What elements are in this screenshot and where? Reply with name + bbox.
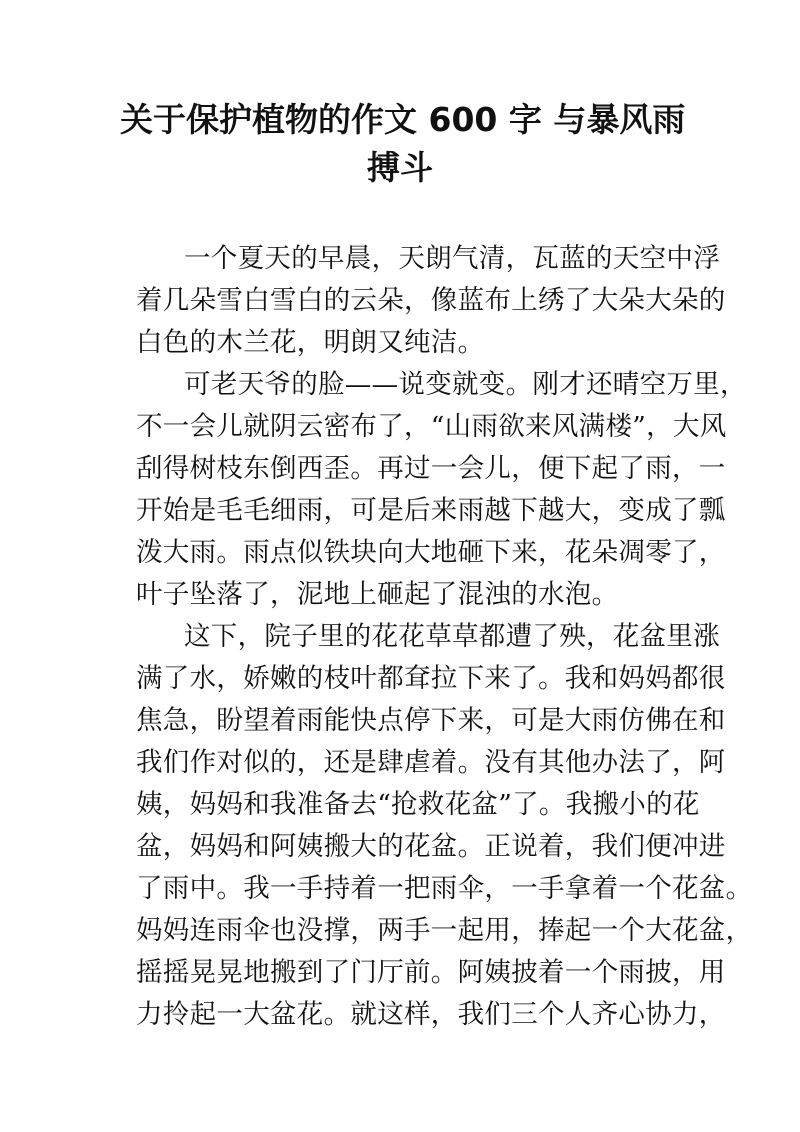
title-line-2: 搏斗 bbox=[367, 148, 433, 187]
text-line: 刮得树枝东倒西歪。再过一会儿，便下起了雨，一 bbox=[136, 453, 726, 484]
text-line: 盆，妈妈和阿姨搬大的花盆。正说着，我们便冲进 bbox=[136, 831, 726, 862]
text-line: 妈妈连雨伞也没撑，两手一起用，捧起一个大花盆， bbox=[136, 915, 753, 946]
text-line: 了雨中。我一手持着一把雨伞，一手拿着一个花盆。 bbox=[136, 873, 753, 904]
text-line: 泼大雨。雨点似铁块向大地砸下来，花朵凋零了， bbox=[136, 537, 726, 568]
text-line: 满了水，娇嫩的枝叶都耷拉下来了。我和妈妈都很 bbox=[136, 663, 726, 694]
text-line: 力拎起一大盆花。就这样，我们三个人齐心协力， bbox=[136, 999, 726, 1030]
text-line: 这下，院子里的花花草草都遭了殃，花盆里涨 bbox=[184, 621, 720, 652]
article-body bbox=[136, 238, 753, 1036]
text-line: 不一会儿就阴云密布了，“山雨欲来风满楼”，大风 bbox=[136, 411, 727, 442]
text-line: 一个夏天的早晨，天朗气清，瓦蓝的天空中浮 bbox=[184, 243, 720, 274]
title-line-1: 关于保护植物的作文 600 字 与暴风雨 bbox=[120, 100, 686, 139]
text-line: 摇摇晃晃地搬到了门厅前。阿姨披着一个雨披，用 bbox=[136, 957, 726, 988]
text-line: 叶子坠落了，泥地上砸起了混浊的水泡。 bbox=[136, 579, 619, 610]
text-line: 开始是毛毛细雨，可是后来雨越下越大，变成了瓢 bbox=[136, 495, 726, 526]
page-title bbox=[120, 96, 686, 192]
text-line: 姨，妈妈和我准备去“抢救花盆”了。我搬小的花 bbox=[136, 789, 700, 820]
text-line: 焦急，盼望着雨能快点停下来，可是大雨仿佛在和 bbox=[136, 705, 726, 736]
text-line: 白色的木兰花，明朗又纯洁。 bbox=[136, 327, 485, 358]
text-line: 可老天爷的脸——说变就变。刚才还晴空万里， bbox=[184, 369, 747, 400]
text-line: 着几朵雪白雪白的云朵，像蓝布上绣了大朵大朵的 bbox=[136, 285, 726, 316]
text-line: 我们作对似的，还是肆虐着。没有其他办法了，阿 bbox=[136, 747, 726, 778]
